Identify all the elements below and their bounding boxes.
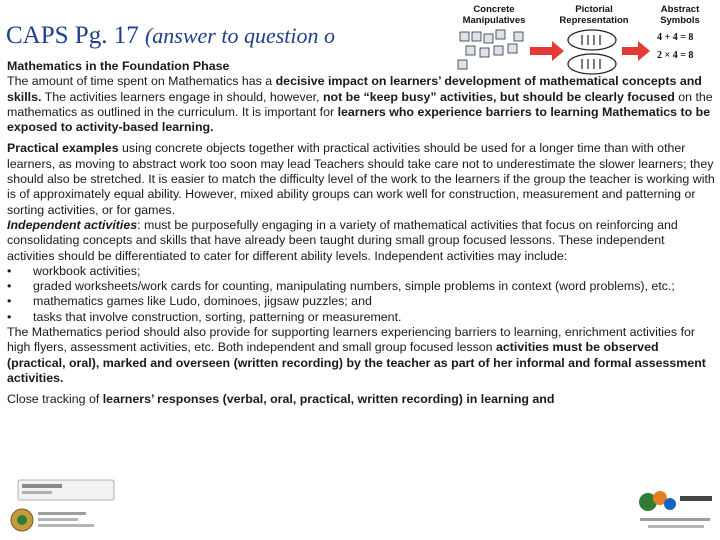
paragraph-time-spent: The amount of time spent on Mathematics has a decisive impact on learners’ development of mathematical concepts and skills. The activities learners engage in should, however, not be “keep busy” activities, but should be clearly focused on the mathematics as outlined in the curriculum. It is important for learners who experience barriers to learning Mathematics to be exposed to activity-based learning. (7, 74, 713, 135)
title-subtitle: (answer to question o (144, 23, 336, 48)
document-body (7, 59, 715, 408)
section-heading: Mathematics in the Foundation Phase (7, 59, 230, 73)
read-to-lead-logo-icon (634, 488, 716, 534)
symbol-addition: 4 + 4 = 8 (657, 32, 694, 43)
list-item: • graded worksheets/work cards for counting, manipulating numbers, simple problems in context (word problems), etc.; (7, 279, 675, 294)
cpa-header-abstract: Abstract Symbols (660, 4, 700, 26)
list-item: • tasks that involve construction, sorting, patterning or measurement. (7, 309, 402, 324)
cpa-header-concrete: Concrete Manipulatives (462, 4, 526, 26)
department-logo-icon (4, 478, 122, 534)
list-item: • mathematics games like Ludo, dominoes, jigsaw puzzles; and (7, 294, 372, 309)
title-main: CAPS Pg. 17 (6, 22, 139, 49)
arrow-right-icon (530, 41, 564, 61)
paragraph-close-tracking: Close tracking of learners’ responses (verbal, oral, practical, written recording) in learning and (7, 392, 555, 407)
paragraph-mathematics-period: The Mathematics period should also provide for supporting learners experiencing barriers to learning, enrichment activities for high flyers, assessment activities, etc. Both independent and small group focused lesson activities must be observed (practical, oral), marked and overseen (written recording) by the teacher as part of her informal and formal assessment activities. (7, 325, 706, 385)
paragraph-independent-activities: Independent activities: must be purposefully engaging in a variety of mathematical activities that focus on reinforcing and consolidating concepts and skills that have already been taught during small group focused lessons. These independent activities should be differentiated to cater for different ability levels. Independent activities may include: (7, 217, 678, 263)
arrow-right-icon (622, 41, 650, 61)
cpa-header-pictorial: Pictorial Representation (559, 4, 629, 26)
page-title (6, 22, 335, 50)
list-item: • workbook activities; (7, 263, 141, 278)
paragraph-practical-examples: Practical examples using concrete objects together with practical activities should be used for a longer time than with other learners, as moving to abstract work too soon may lead Teachers should take care not to underestimate the slower learners; they should also be stretched. It is easier to match the difficulty level of the work to the learners if the group the teacher is working with is of approximately equal ability. However, mixed ability groups can work well for construction, measurement and patterning or sorting activities, or for games. (7, 141, 715, 217)
symbol-multiplication: 2 × 4 = 8 (657, 50, 694, 61)
